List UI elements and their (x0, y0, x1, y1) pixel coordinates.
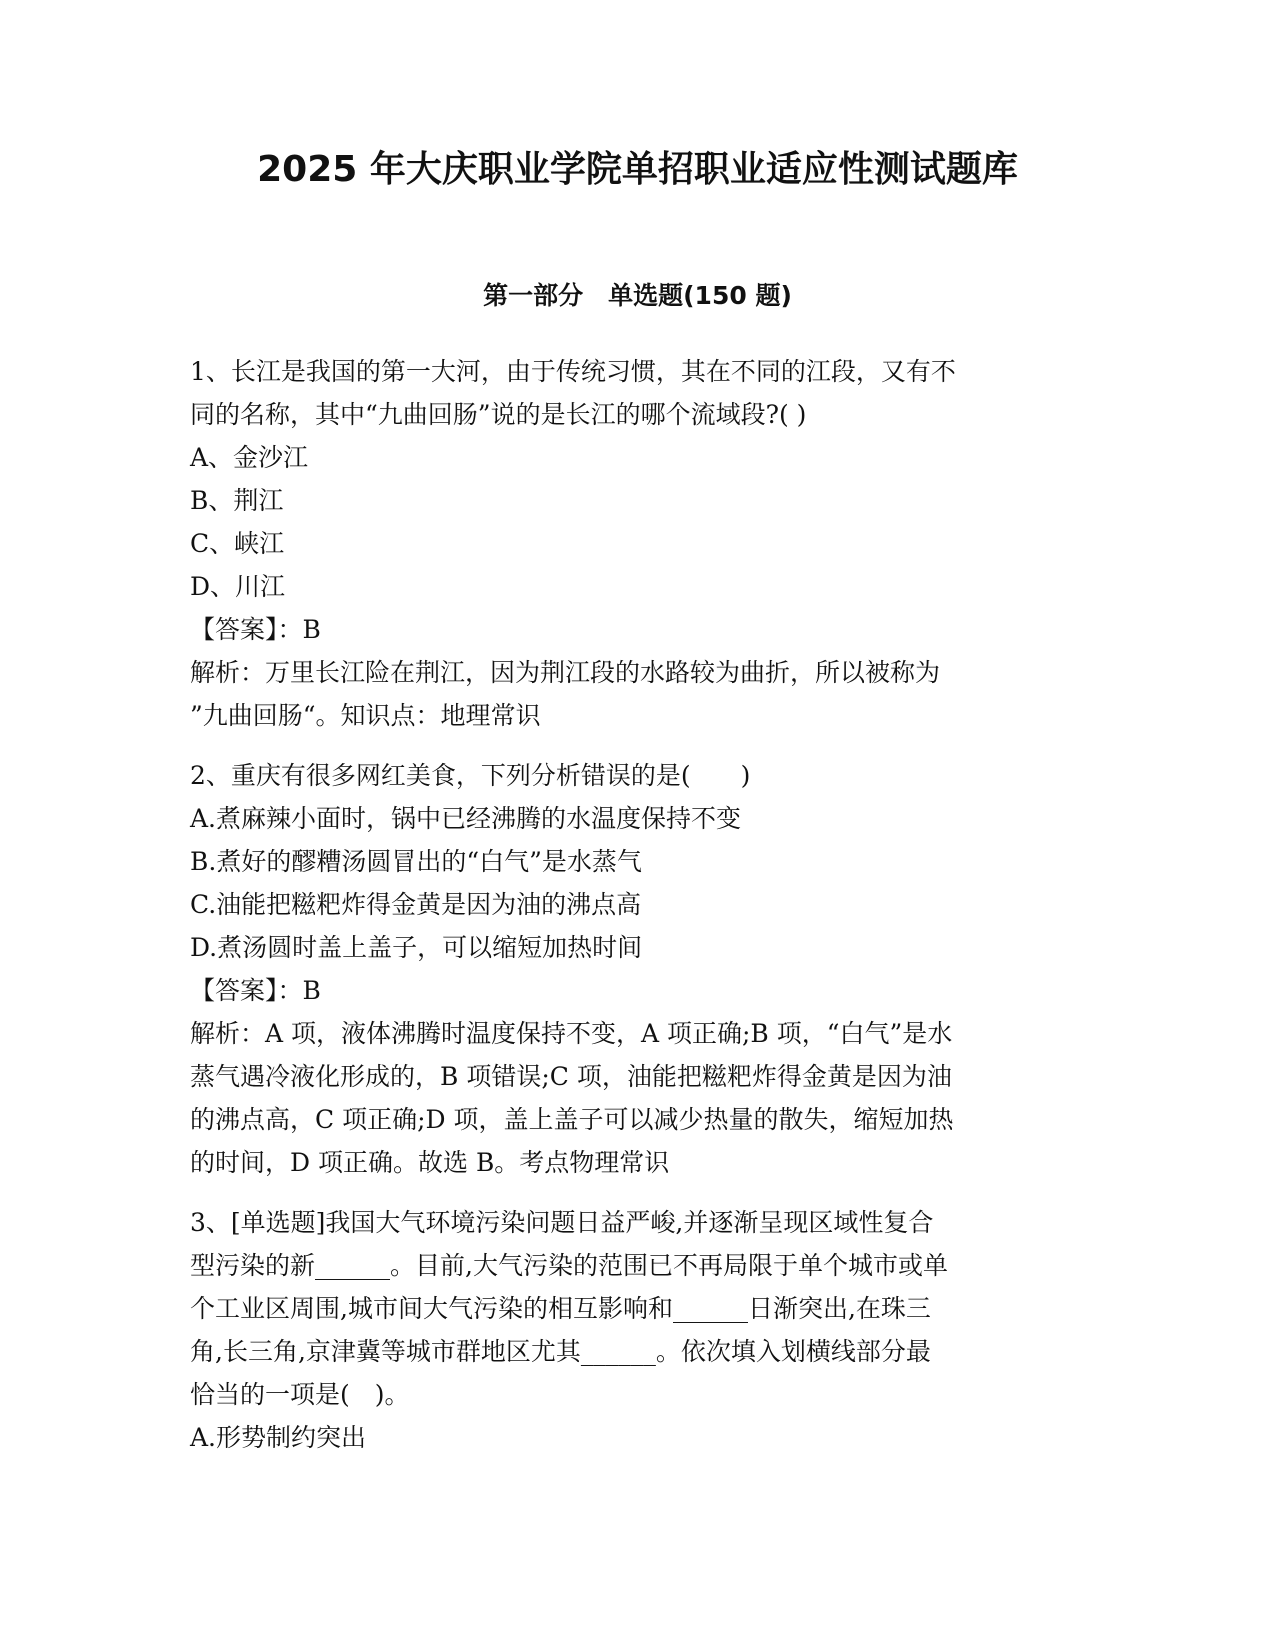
option-b: B.煮好的醪糟汤圆冒出的“白气”是水蒸气 (190, 847, 642, 876)
question-1 (190, 350, 1080, 737)
question-stem-line: 2、重庆有很多网红美食，下列分析错误的是( ) (190, 761, 751, 790)
answer-line: 【答案】：B (190, 615, 321, 644)
explanation-line: 解析：万里长江险在荆江，因为荆江段的水路较为曲折，所以被称为 (190, 658, 941, 687)
option-b: B、荆江 (190, 486, 284, 515)
question-stem-line: 型污染的新______。目前,大气污染的范围已不再局限于单个城市或单 (190, 1251, 948, 1280)
question-stem-line: 角,长三角,京津冀等城市群地区尤其______。依次填入划横线部分最 (190, 1337, 931, 1366)
page-title: 2025 年大庆职业学院单招职业适应性测试题库 (257, 149, 1018, 190)
option-d: D、川江 (190, 572, 286, 601)
question-spacer (190, 737, 1080, 754)
question-stem-line: 同的名称，其中“九曲回肠”说的是长江的哪个流域段?( ) (190, 400, 807, 429)
explanation-line: 的时间，D 项正确。故选 B。考点物理常识 (190, 1148, 670, 1177)
option-a: A.煮麻辣小面时，锅中已经沸腾的水温度保持不变 (190, 804, 742, 833)
explanation-line: 的沸点高，C 项正确;D 项，盖上盖子可以减少热量的散失，缩短加热 (190, 1105, 954, 1134)
explanation-line: ”九曲回肠“。知识点：地理常识 (190, 701, 541, 730)
question-3 (190, 1201, 1080, 1459)
question-spacer (190, 1184, 1080, 1201)
option-a: A.形势制约突出 (190, 1423, 367, 1452)
option-c: C.油能把糍粑炸得金黄是因为油的沸点高 (190, 890, 642, 919)
question-stem-line: 恰当的一项是( )。 (190, 1380, 410, 1409)
question-stem-line: 1、长江是我国的第一大河，由于传统习惯，其在不同的江段，又有不 (190, 357, 956, 386)
option-d: D.煮汤圆时盖上盖子，可以缩短加热时间 (190, 933, 643, 962)
explanation-line: 蒸气遇冷液化形成的，B 项错误;C 项，油能把糍粑炸得金黄是因为油 (190, 1062, 952, 1091)
option-c: C、峡江 (190, 529, 285, 558)
question-list (190, 350, 1080, 1459)
section-heading: 第一部分 单选题(150 题) (483, 281, 792, 310)
answer-line: 【答案】：B (190, 976, 321, 1005)
question-stem-line: 3、[单选题]我国大气环境污染问题日益严峻,并逐渐呈现区域性复合 (190, 1208, 934, 1237)
question-stem-line: 个工业区周围,城市间大气污染的相互影响和______日渐突出,在珠三 (190, 1294, 931, 1323)
option-a: A、金沙江 (190, 443, 309, 472)
explanation-line: 解析：A 项，液体沸腾时温度保持不变，A 项正确;B 项，“白气”是水 (190, 1019, 953, 1048)
question-2 (190, 754, 1080, 1184)
